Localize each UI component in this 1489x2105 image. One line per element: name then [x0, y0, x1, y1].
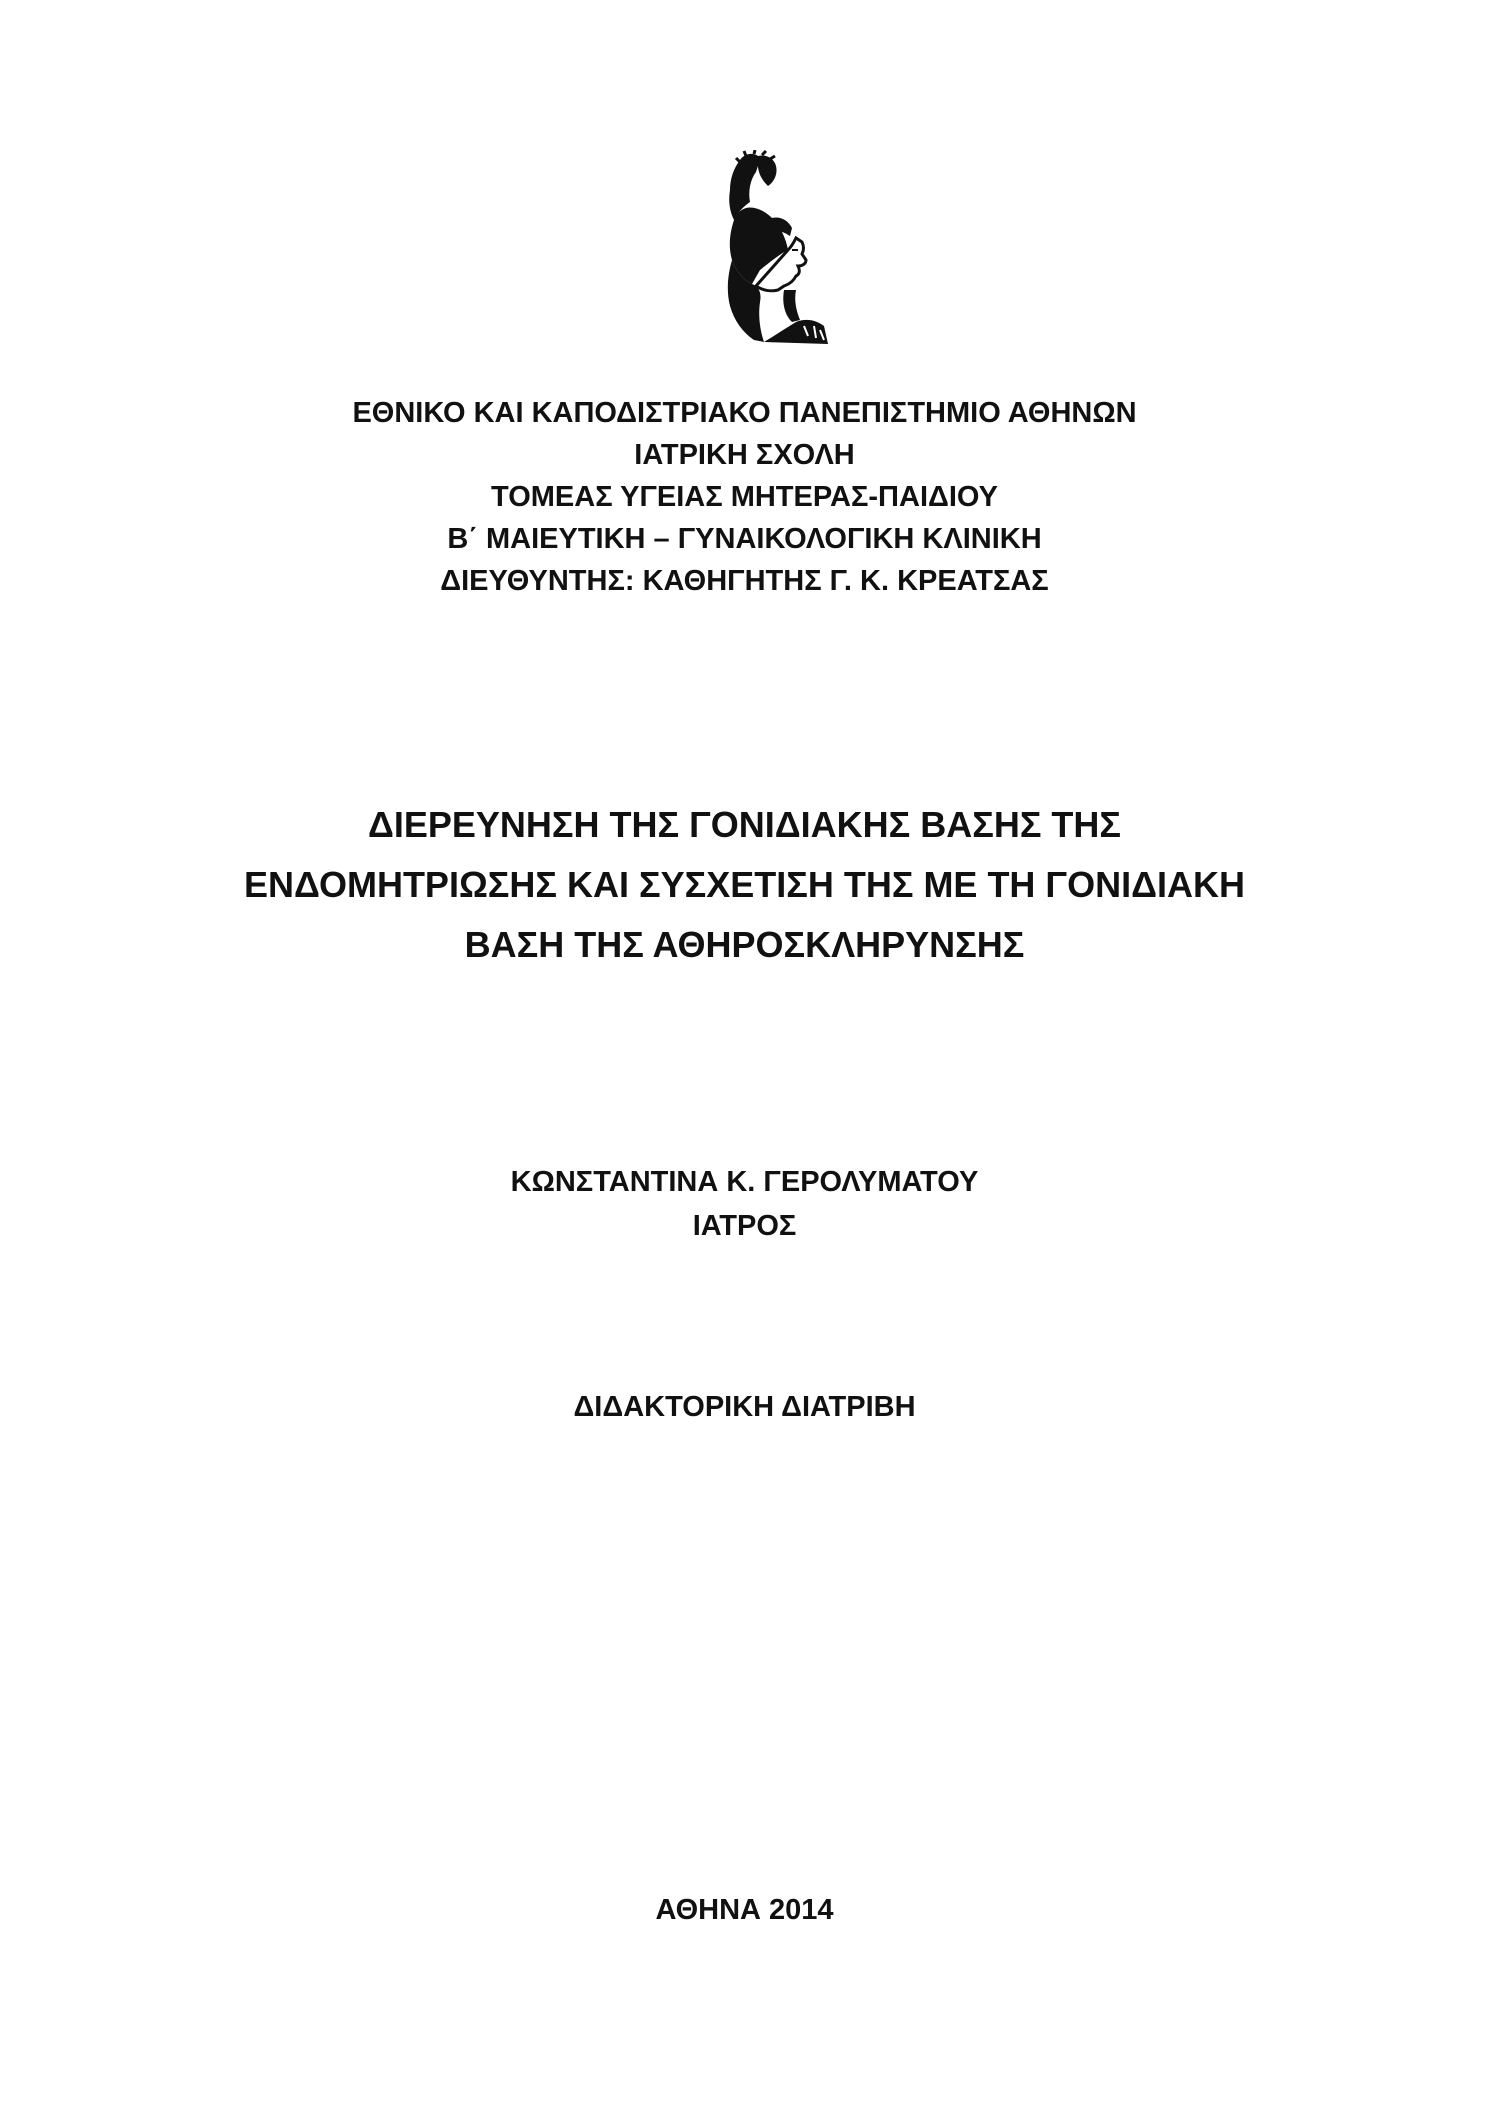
author-block: [0, 1160, 1489, 1248]
place-year: ΑΘΗΝΑ 2014: [655, 1894, 834, 1926]
author-role: ΙΑΤΡΟΣ: [692, 1210, 797, 1242]
degree-type: ΔΙΔΑΚΤΟΡΙΚΗ ΔΙΑΤΡΙΒΗ: [573, 1391, 916, 1423]
director-line: ΔΙΕΥΘΥΝΤΗΣ: ΚΑΘΗΓΗΤΗΣ Γ. Κ. ΚΡΕΑΤΣΑΣ: [440, 565, 1049, 597]
athena-head-emblem-icon: [700, 150, 830, 345]
title-line: ΒΑΣΗ ΤΗΣ ΑΘΗΡΟΣΚΛΗΡΥΝΣΗΣ: [464, 924, 1025, 965]
title-line: ΕΝΔΟΜΗΤΡΙΩΣΗΣ ΚΑΙ ΣΥΣΧΕΤΙΣΗ ΤΗΣ ΜΕ ΤΗ ΓΟΝΙΔΙΑΚΗ: [244, 864, 1245, 905]
institution-header: [0, 392, 1489, 602]
author-name: ΚΩΝΣΤΑΝΤΙΝΑ Κ. ΓΕΡΟΛΥΜΑΤΟΥ: [510, 1166, 979, 1198]
thesis-title: [0, 795, 1489, 975]
university-name: ΕΘΝΙΚΟ ΚΑΙ ΚΑΠΟΔΙΣΤΡΙΑΚΟ ΠΑΝΕΠΙΣΤΗΜΙΟ ΑΘΗΝΩΝ: [352, 397, 1137, 429]
title-line: ΔΙΕΡΕΥΝΗΣΗ ΤΗΣ ΓΟΝΙΔΙΑΚΗΣ ΒΑΣΗΣ ΤΗΣ: [367, 804, 1122, 845]
school-name: ΙΑΤΡΙΚΗ ΣΧΟΛΗ: [634, 439, 855, 471]
department-name: ΤΟΜΕΑΣ ΥΓΕΙΑΣ ΜΗΤΕΡΑΣ-ΠΑΙΔΙΟΥ: [491, 481, 998, 513]
clinic-name: Β΄ ΜΑΙΕΥΤΙΚΗ – ΓΥΝΑΙΚΟΛΟΓΙΚΗ ΚΛΙΝΙΚΗ: [447, 523, 1042, 555]
